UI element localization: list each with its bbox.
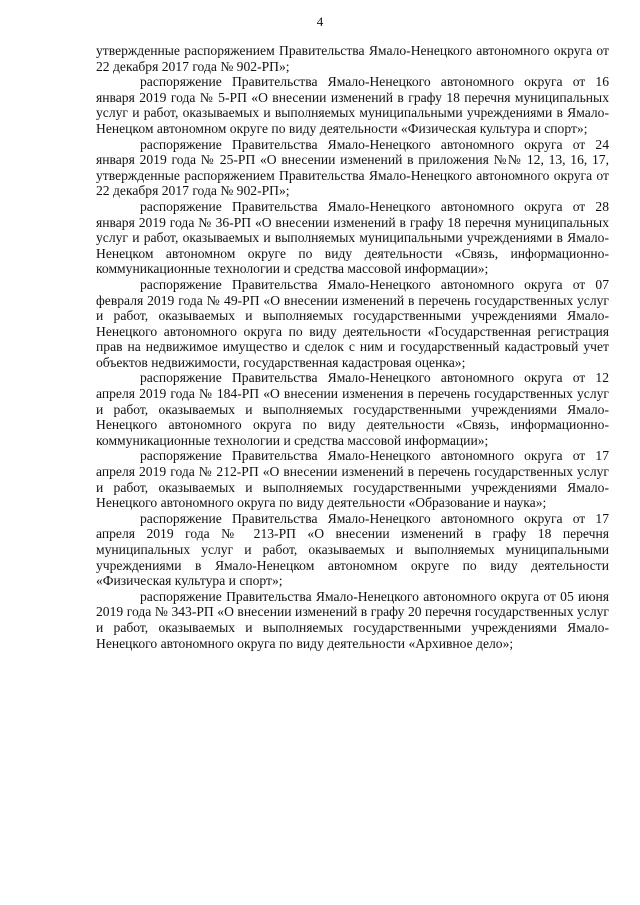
paragraph-order-213-rp: распоряжение Правительства Ямало-Ненецкого автономного округа от 17 апреля 2019 года № 213-РП «О внесении изменений в графу 18 перечня муниципальных услуг и работ, оказываемых и выполняемых муниципальными учреждениями в Ямало-Ненецком автономном округе по виду деятельности «Физическая культура и спорт»; [96,510,609,589]
paragraph-order-5-rp: распоряжение Правительства Ямало-Ненецкого автономного округа от 16 января 2019 года № 5-РП «О внесении изменений в графу 18 перечня муниципальных услуг и работ, оказываемых и выполняемых муниципальными учреждениями в Ямало-Ненецком автономном округе по виду деятельности «Физическая культура и спорт»; [96,74,609,136]
paragraph-order-184-rp: распоряжение Правительства Ямало-Ненецкого автономного округа от 12 апреля 2019 года № 184-РП «О внесении изменения в перечень государственных услуг и работ, оказываемых и выполняемых государственными учреждениями Ямало-Ненецкого автономного округа по виду деятельности «Связь, информационно-коммуникационные технологии и средства массовой информации»; [96,370,609,448]
paragraph-order-212-rp: распоряжение Правительства Ямало-Ненецкого автономного округа от 17 апреля 2019 года № 212-РП «О внесении изменений в перечень государственных услуг и работ, оказываемых и выполняемых государственными учреждениями Ямало-Ненецкого автономного округа по виду деятельности «Образование и наука»; [96,448,609,511]
page-number: 4 [316,14,324,29]
paragraph-order-49-rp: распоряжение Правительства Ямало-Ненецкого автономного округа от 07 февраля 2019 года № 49-РП «О внесении изменений в перечень государственных услуг и работ, оказываемых и выполняемых государственными учреждениями Ямало-Ненецкого автономного округа по виду деятельности «Государственная регистрация прав на недвижимое имущество и сделок с ним и государственный кадастровый учет объектов недвижимости, государственная кадастровая оценка»; [96,276,609,370]
paragraph-order-343-rp: распоряжение Правительства Ямало-Ненецкого автономного округа от 05 июня 2019 года № 343-РП «О внесении изменений в графу 20 перечня государственных услуг и работ, оказываемых и выполняемых государственными учреждениями Ямало-Ненецкого автономного округа по виду деятельности «Архивное дело»; [96,588,609,651]
paragraph-order-36-rp: распоряжение Правительства Ямало-Ненецкого автономного округа от 28 января 2019 года № 36-РП «О внесении изменений в графу 18 перечня муниципальных услуг и работ, оказываемых и выполняемых муниципальными учреждениями в Ямало-Ненецком автономном округе по виду деятельности «Связь, информационно-коммуникационные технологии и средства массовой информации»; [96,198,609,277]
paragraph-order-25-rp: распоряжение Правительства Ямало-Ненецкого автономного округа от 24 января 2019 года № 25-РП «О внесении изменений в приложения №№ 12, 13, 16, 17, утвержденные распоряжением Правительства Ямало-Ненецкого автономного округа от 22 декабря 2017 года № 902-РП»; [96,136,609,199]
paragraph-continuation: утвержденные распоряжением Правительства Ямало-Ненецкого автономного округа от 22 декабря 2017 года № 902-РП»; [96,43,609,74]
document-body [96,43,609,651]
